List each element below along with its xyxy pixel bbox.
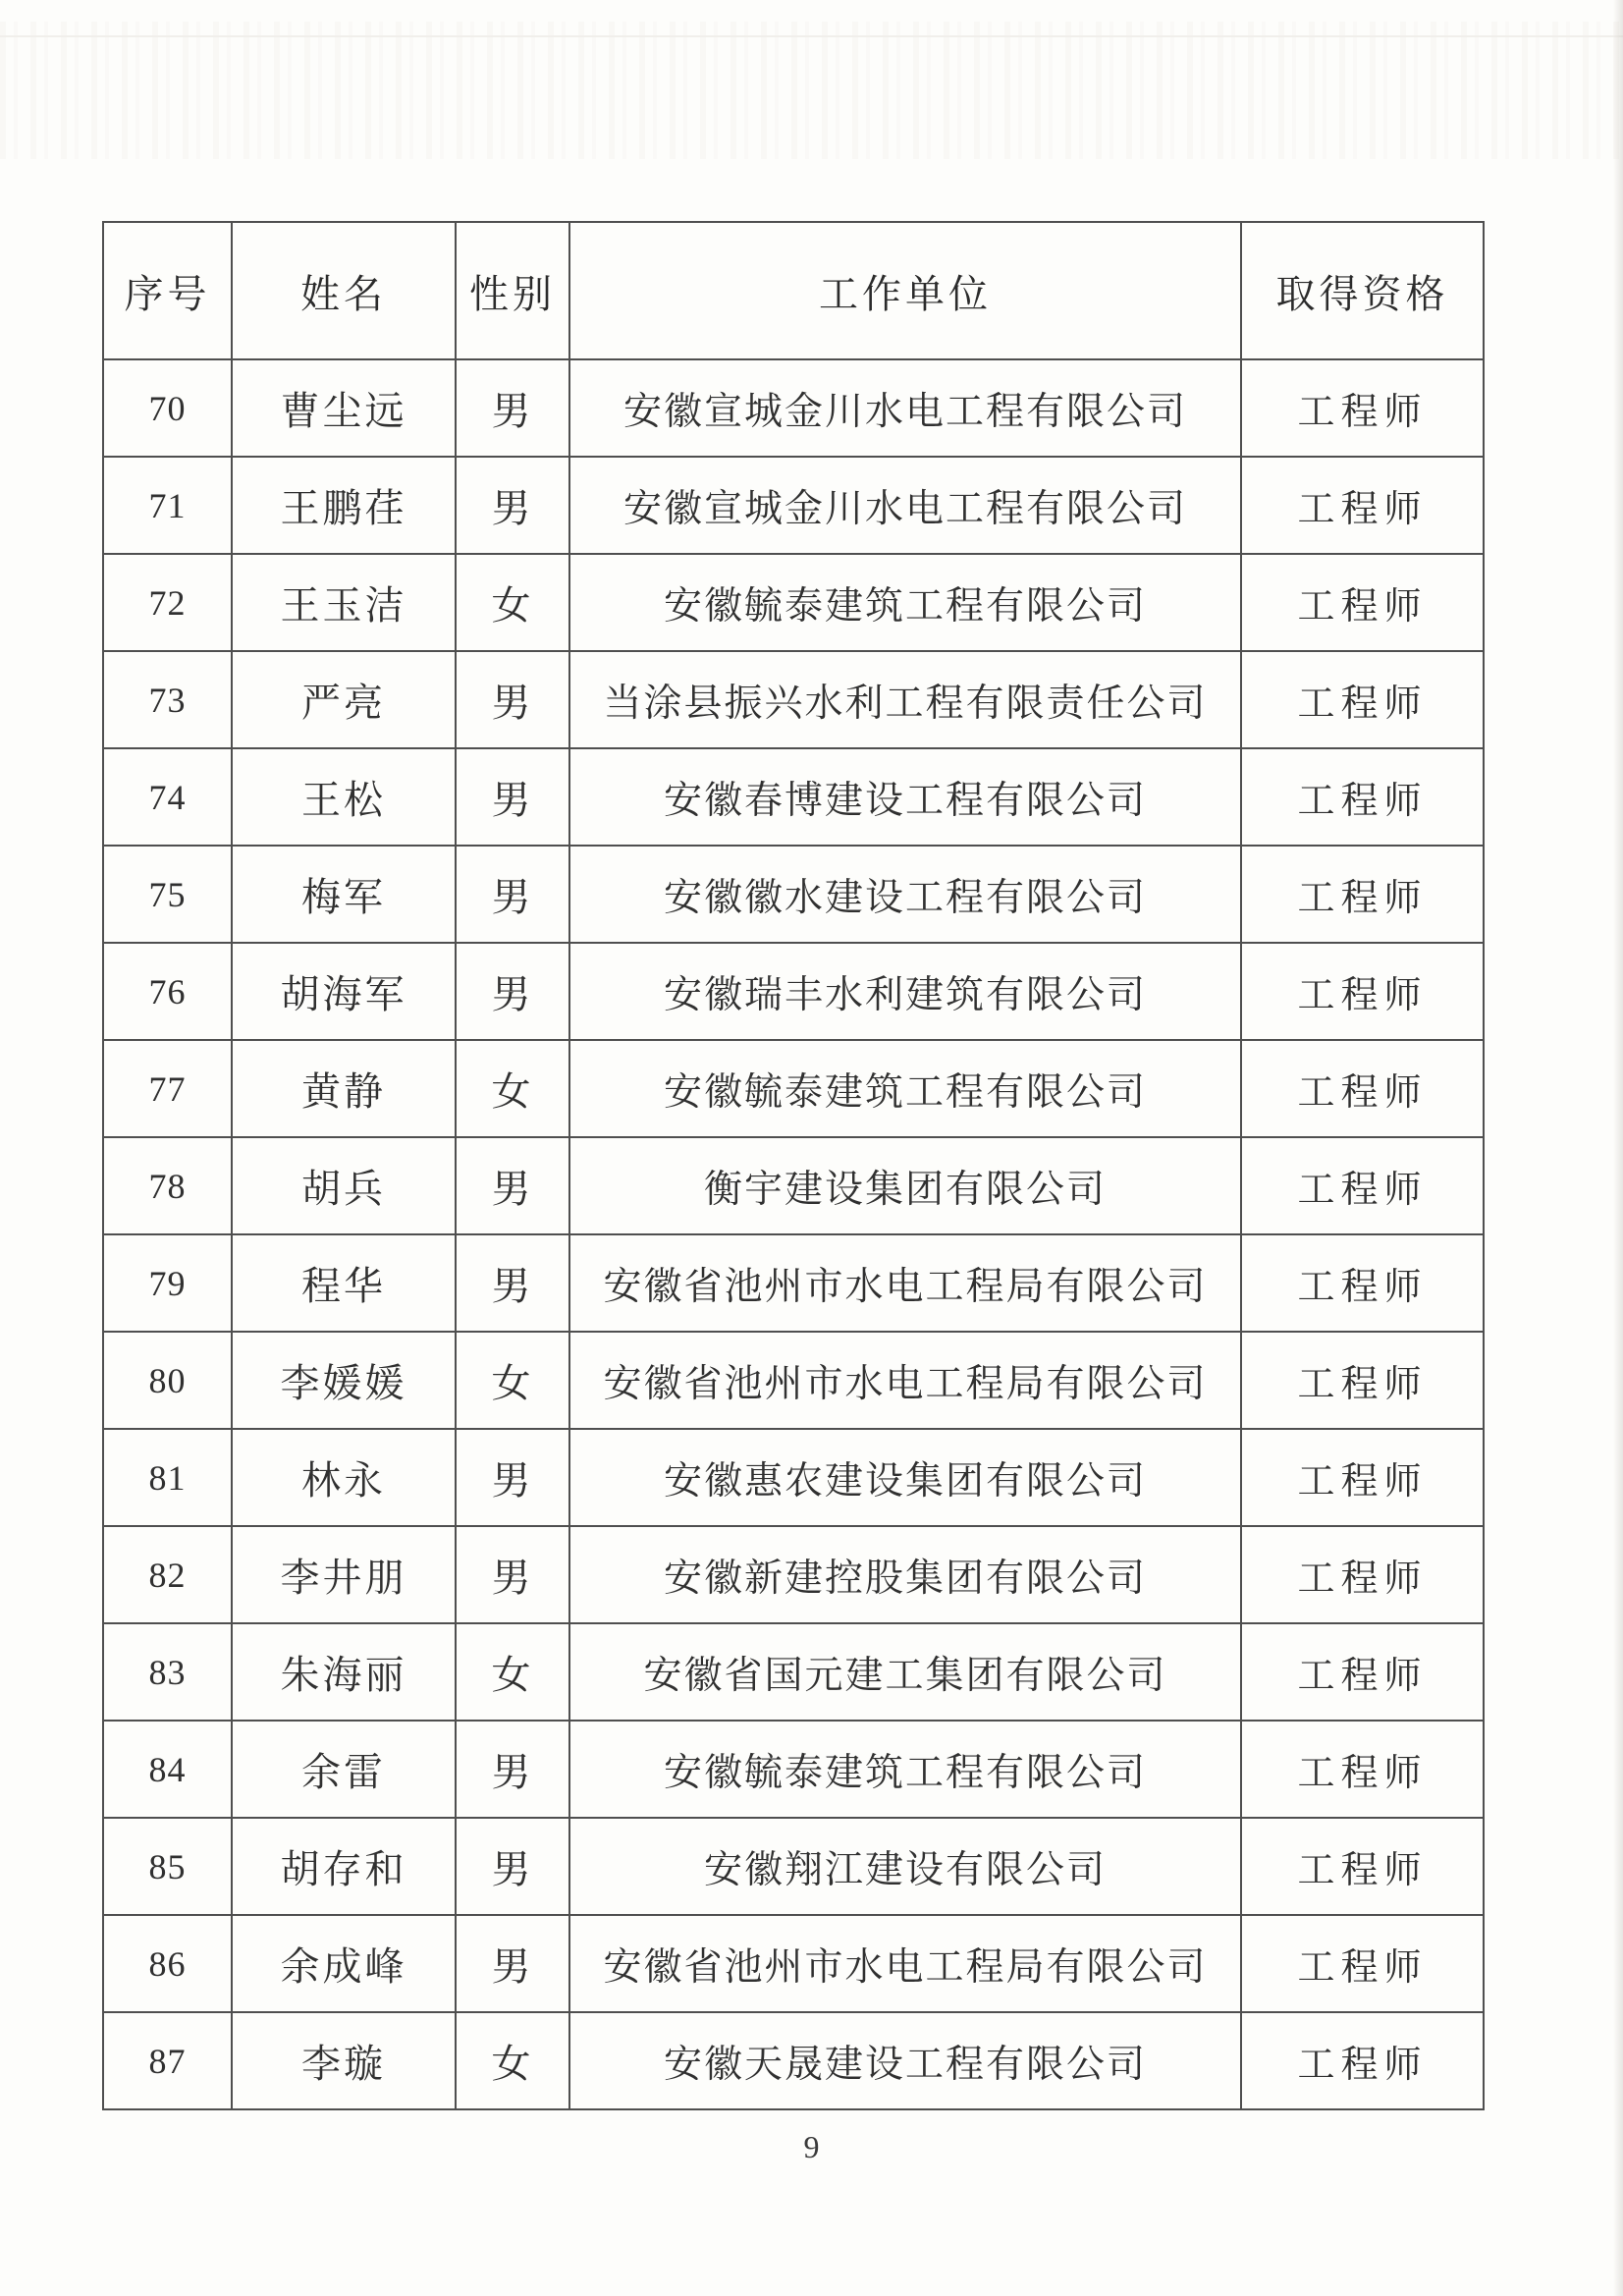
table-row	[103, 1526, 1484, 1623]
cell-qualification: 工程师	[1241, 1429, 1484, 1526]
cell-gender: 男	[456, 846, 569, 943]
cell-gender: 男	[456, 359, 569, 457]
table-row	[103, 1915, 1484, 2012]
column-header-qualification: 取得资格	[1241, 222, 1484, 359]
cell-employer: 安徽省国元建工集团有限公司	[569, 1623, 1241, 1721]
cell-qualification: 工程师	[1241, 651, 1484, 748]
cell-name: 胡存和	[232, 1818, 456, 1915]
cell-name: 朱海丽	[232, 1623, 456, 1721]
scan-streaks-artifact	[0, 22, 1623, 159]
table-row	[103, 554, 1484, 651]
cell-name: 王玉洁	[232, 554, 456, 651]
table-row	[103, 1234, 1484, 1332]
cell-name: 李璇	[232, 2012, 456, 2109]
cell-employer: 安徽毓泰建筑工程有限公司	[569, 1721, 1241, 1818]
cell-gender: 女	[456, 554, 569, 651]
cell-index: 79	[103, 1234, 232, 1332]
column-header-gender: 性别	[456, 222, 569, 359]
table-row	[103, 2012, 1484, 2109]
table-row	[103, 651, 1484, 748]
table-header-row	[103, 222, 1484, 359]
cell-index: 72	[103, 554, 232, 651]
cell-employer: 衡宇建设集团有限公司	[569, 1137, 1241, 1234]
cell-qualification: 工程师	[1241, 1526, 1484, 1623]
table-row	[103, 846, 1484, 943]
cell-employer: 当涂县振兴水利工程有限责任公司	[569, 651, 1241, 748]
table-row	[103, 359, 1484, 457]
cell-name: 余雷	[232, 1721, 456, 1818]
table-row	[103, 1429, 1484, 1526]
cell-employer: 安徽徽水建设工程有限公司	[569, 846, 1241, 943]
cell-qualification: 工程师	[1241, 1234, 1484, 1332]
cell-name: 梅军	[232, 846, 456, 943]
cell-employer: 安徽翔江建设有限公司	[569, 1818, 1241, 1915]
cell-name: 王鹏荏	[232, 457, 456, 554]
cell-index: 73	[103, 651, 232, 748]
cell-qualification: 工程师	[1241, 1332, 1484, 1429]
table-row	[103, 1721, 1484, 1818]
cell-name: 胡海军	[232, 943, 456, 1040]
cell-index: 74	[103, 748, 232, 846]
cell-employer: 安徽宣城金川水电工程有限公司	[569, 359, 1241, 457]
cell-employer: 安徽惠农建设集团有限公司	[569, 1429, 1241, 1526]
cell-name: 曹尘远	[232, 359, 456, 457]
cell-qualification: 工程师	[1241, 359, 1484, 457]
cell-gender: 男	[456, 1818, 569, 1915]
cell-gender: 男	[456, 1234, 569, 1332]
cell-qualification: 工程师	[1241, 943, 1484, 1040]
cell-index: 75	[103, 846, 232, 943]
cell-gender: 女	[456, 1332, 569, 1429]
personnel-roster-table	[102, 221, 1485, 2110]
cell-index: 76	[103, 943, 232, 1040]
cell-name: 严亮	[232, 651, 456, 748]
cell-qualification: 工程师	[1241, 1040, 1484, 1137]
cell-qualification: 工程师	[1241, 1137, 1484, 1234]
cell-index: 84	[103, 1721, 232, 1818]
table-row	[103, 457, 1484, 554]
cell-gender: 女	[456, 1623, 569, 1721]
cell-gender: 女	[456, 2012, 569, 2109]
cell-gender: 男	[456, 1526, 569, 1623]
cell-employer: 安徽天晟建设工程有限公司	[569, 2012, 1241, 2109]
table-row	[103, 1818, 1484, 1915]
table-row	[103, 1040, 1484, 1137]
cell-employer: 安徽省池州市水电工程局有限公司	[569, 1234, 1241, 1332]
page-number: 9	[803, 2129, 820, 2164]
cell-index: 86	[103, 1915, 232, 2012]
table-body	[103, 359, 1484, 2109]
cell-name: 黄静	[232, 1040, 456, 1137]
cell-employer: 安徽毓泰建筑工程有限公司	[569, 554, 1241, 651]
cell-index: 77	[103, 1040, 232, 1137]
cell-employer: 安徽新建控股集团有限公司	[569, 1526, 1241, 1623]
cell-qualification: 工程师	[1241, 2012, 1484, 2109]
cell-qualification: 工程师	[1241, 1721, 1484, 1818]
table-row	[103, 943, 1484, 1040]
cell-index: 71	[103, 457, 232, 554]
table-row	[103, 1332, 1484, 1429]
cell-employer: 安徽省池州市水电工程局有限公司	[569, 1332, 1241, 1429]
cell-employer: 安徽春博建设工程有限公司	[569, 748, 1241, 846]
cell-name: 李媛媛	[232, 1332, 456, 1429]
cell-employer: 安徽毓泰建筑工程有限公司	[569, 1040, 1241, 1137]
cell-index: 85	[103, 1818, 232, 1915]
cell-qualification: 工程师	[1241, 1623, 1484, 1721]
column-header-name: 姓名	[232, 222, 456, 359]
cell-gender: 男	[456, 1137, 569, 1234]
cell-name: 程华	[232, 1234, 456, 1332]
cell-qualification: 工程师	[1241, 748, 1484, 846]
cell-name: 余成峰	[232, 1915, 456, 2012]
cell-gender: 男	[456, 1721, 569, 1818]
cell-qualification: 工程师	[1241, 1915, 1484, 2012]
cell-name: 王松	[232, 748, 456, 846]
cell-name: 李井朋	[232, 1526, 456, 1623]
cell-index: 80	[103, 1332, 232, 1429]
cell-index: 81	[103, 1429, 232, 1526]
cell-gender: 男	[456, 1915, 569, 2012]
cell-index: 83	[103, 1623, 232, 1721]
cell-gender: 男	[456, 651, 569, 748]
cell-qualification: 工程师	[1241, 457, 1484, 554]
column-header-index: 序号	[103, 222, 232, 359]
cell-gender: 男	[456, 457, 569, 554]
cell-gender: 男	[456, 1429, 569, 1526]
cell-index: 87	[103, 2012, 232, 2109]
cell-gender: 女	[456, 1040, 569, 1137]
column-header-employer: 工作单位	[569, 222, 1241, 359]
cell-name: 林永	[232, 1429, 456, 1526]
table-row	[103, 1137, 1484, 1234]
cell-index: 82	[103, 1526, 232, 1623]
cell-index: 78	[103, 1137, 232, 1234]
cell-gender: 男	[456, 943, 569, 1040]
cell-employer: 安徽瑞丰水利建筑有限公司	[569, 943, 1241, 1040]
cell-qualification: 工程师	[1241, 554, 1484, 651]
cell-qualification: 工程师	[1241, 1818, 1484, 1915]
cell-index: 70	[103, 359, 232, 457]
cell-employer: 安徽省池州市水电工程局有限公司	[569, 1915, 1241, 2012]
table-row	[103, 748, 1484, 846]
cell-employer: 安徽宣城金川水电工程有限公司	[569, 457, 1241, 554]
table-row	[103, 1623, 1484, 1721]
cell-name: 胡兵	[232, 1137, 456, 1234]
cell-qualification: 工程师	[1241, 846, 1484, 943]
cell-gender: 男	[456, 748, 569, 846]
scan-edge-shadow	[1613, 0, 1623, 2296]
